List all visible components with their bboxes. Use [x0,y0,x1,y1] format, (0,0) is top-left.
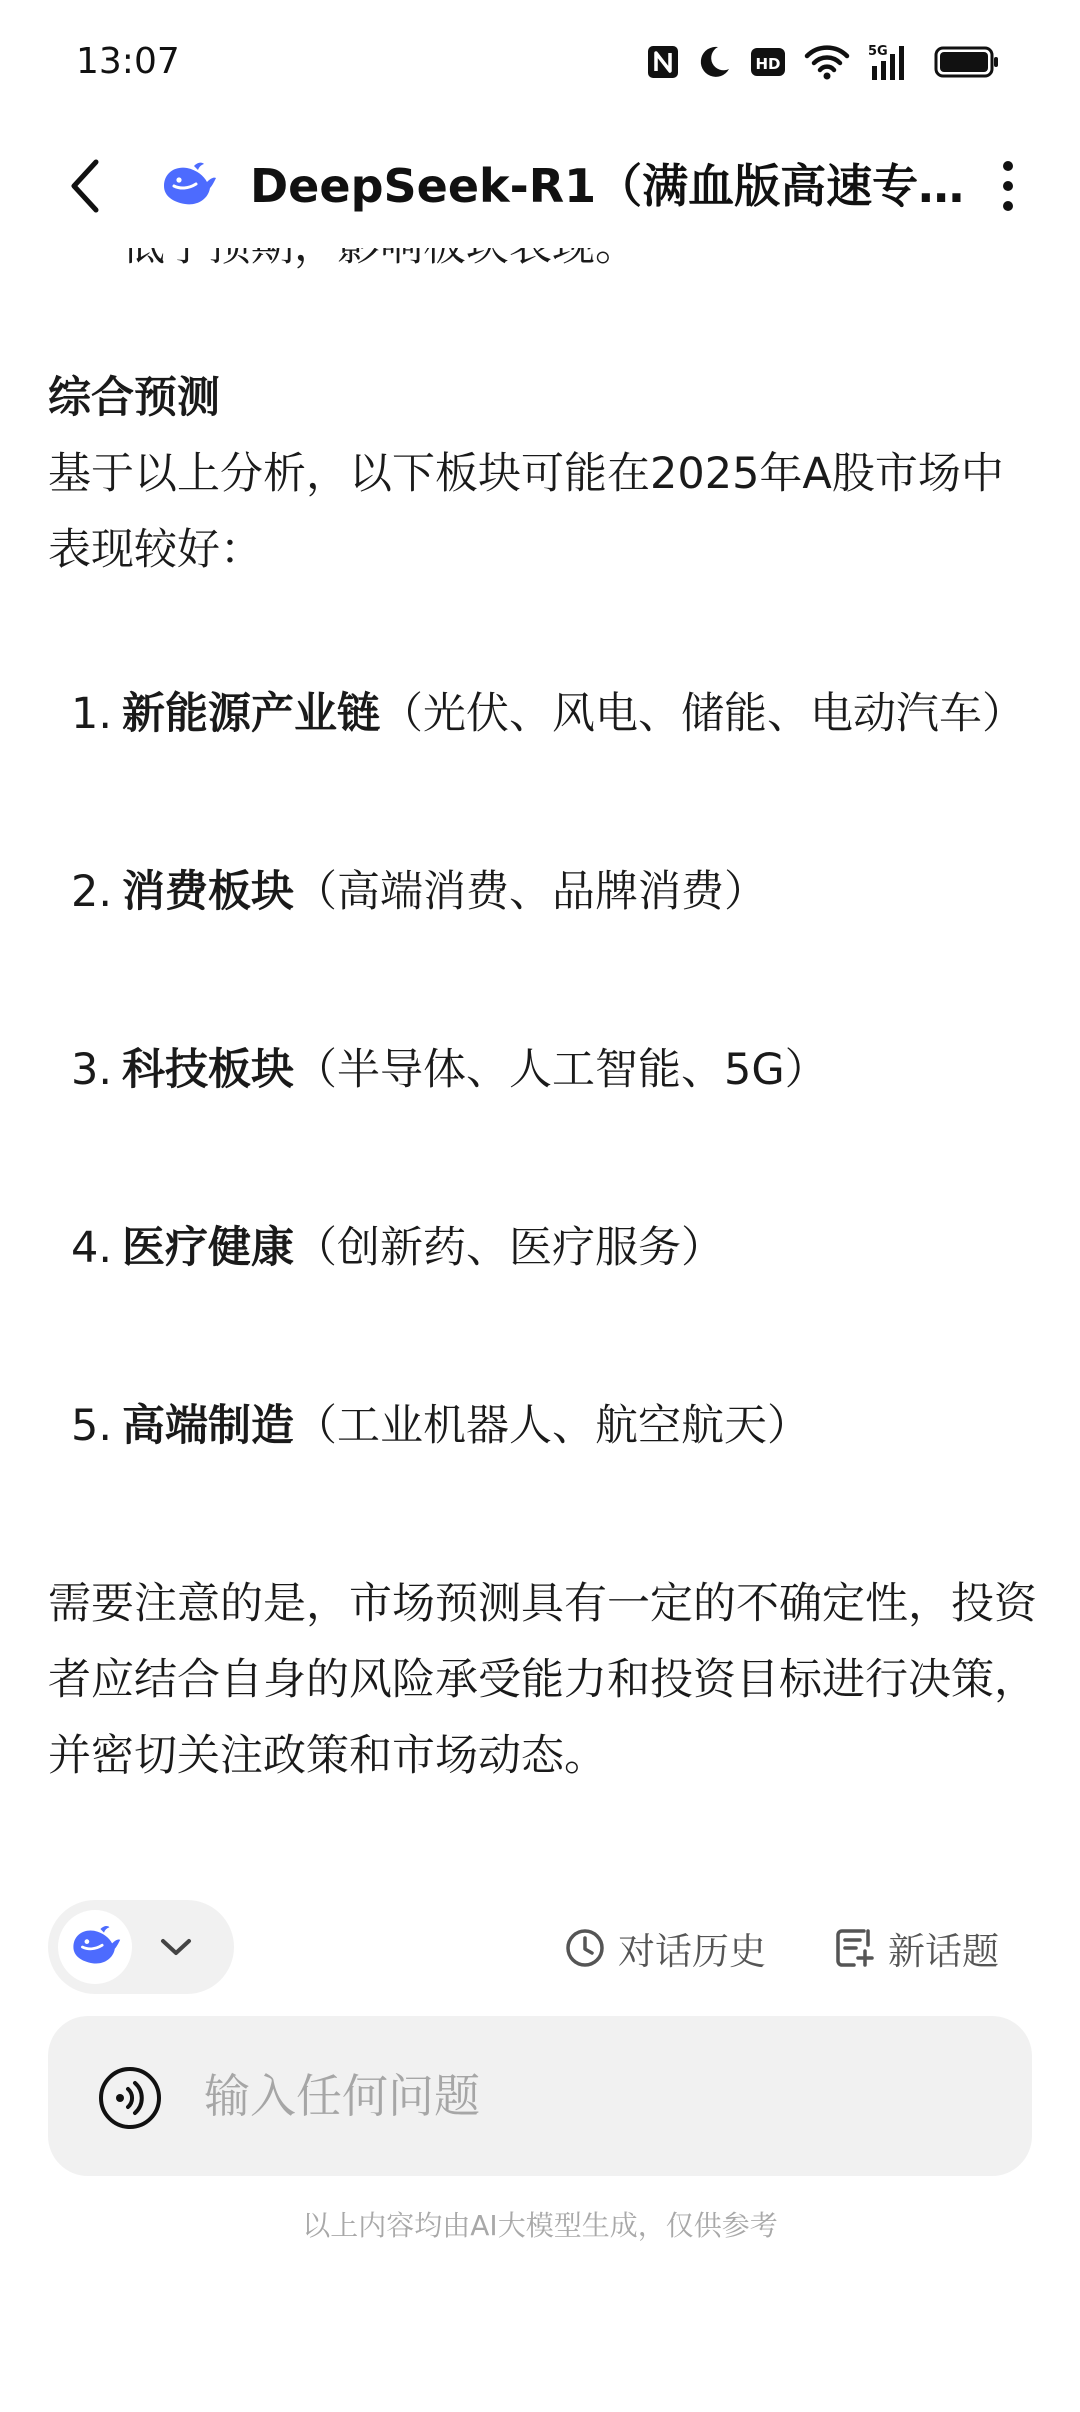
chevron-left-icon [66,158,106,214]
list-item [48,1388,1038,1464]
list-item-title: 新能源产业链 [122,689,380,739]
list-item-title: 科技板块 [122,1045,294,1095]
intro-paragraph: 基于以上分析，以下板块可能在2025年A股市场中表现较好： [48,449,1004,575]
back-button[interactable] [50,150,122,222]
chat-history-button[interactable] [564,1920,766,1976]
closing-paragraph: 需要注意的是，市场预测具有一定的不确定性，投资者应结合自身的风险承受能力和投资目标进行决策，并密切关注政策和市场动态。 [48,1579,1037,1781]
section-heading: 综合预测 [48,373,220,423]
list-item-body [122,854,1038,930]
more-vertical-icon [998,158,1018,214]
list-item-number: 3. [70,1045,112,1095]
voice-input-icon[interactable] [98,2066,162,2130]
model-logo [58,1910,132,1984]
chat-title: DeepSeek-R1（满血版高速专… [250,159,965,213]
nfc-icon [646,44,680,80]
question-input[interactable] [204,2056,984,2136]
more-options-button[interactable] [972,150,1044,222]
list-item-body [122,1032,1038,1108]
battery-icon [934,45,1000,79]
list-item-number: 1. [70,689,112,739]
list-item-title: 消费板块 [122,867,294,917]
question-input-box[interactable] [48,2016,1032,2176]
status-icons [646,36,1000,88]
chat-header [0,124,1080,248]
list-item-detail: （光伏、风电、储能、电动汽车） [380,689,1025,739]
list-item-title: 高端制造 [122,1401,294,1451]
svg-text:HD: HD [755,55,781,73]
list-item-number: 5. [70,1401,112,1451]
assistant-message [48,208,1038,1794]
list-item-body [122,1388,1038,1464]
deepseek-whale-logo [68,1920,122,1974]
list-item-detail: （半导体、人工智能、5G） [294,1045,828,1095]
5g-signal-icon [868,42,916,82]
clock-icon [564,1927,606,1969]
status-time: 13:07 [76,41,180,82]
list-item [48,1210,1038,1286]
new-topic-label: 新话题 [888,1930,999,1973]
ai-disclaimer: 以上内容均由AI大模型生成，仅供参考 [302,2209,778,2242]
list-item-title: 医疗健康 [122,1223,294,1273]
model-selector[interactable] [48,1900,234,1994]
bottom-panel [0,1880,1080,2412]
list-item-detail: （高端消费、品牌消费） [294,867,767,917]
list-item-body [122,1210,1038,1286]
chevron-down-icon [156,1927,196,1967]
chat-history-label: 对话历史 [618,1930,766,1973]
wifi-icon [804,44,850,80]
list-item [48,854,1038,930]
list-item [48,676,1038,752]
hd-icon [750,45,786,79]
new-chat-icon [834,1927,876,1969]
new-topic-button[interactable] [834,1920,999,1976]
list-item-number: 2. [70,867,112,917]
deepseek-whale-logo [158,156,218,216]
status-bar [0,0,1080,124]
do-not-disturb-moon-icon [698,44,732,80]
list-item-detail: （创新药、医疗服务） [294,1223,724,1273]
list-item-body [122,676,1038,752]
list-item-detail: （工业机器人、航空航天） [294,1401,810,1451]
list-item-number: 4. [70,1223,112,1273]
svg-text:5G: 5G [868,44,888,59]
list-item [48,1032,1038,1108]
conversation-scroll-area[interactable] [0,248,1080,1880]
sector-list [48,676,1038,1464]
